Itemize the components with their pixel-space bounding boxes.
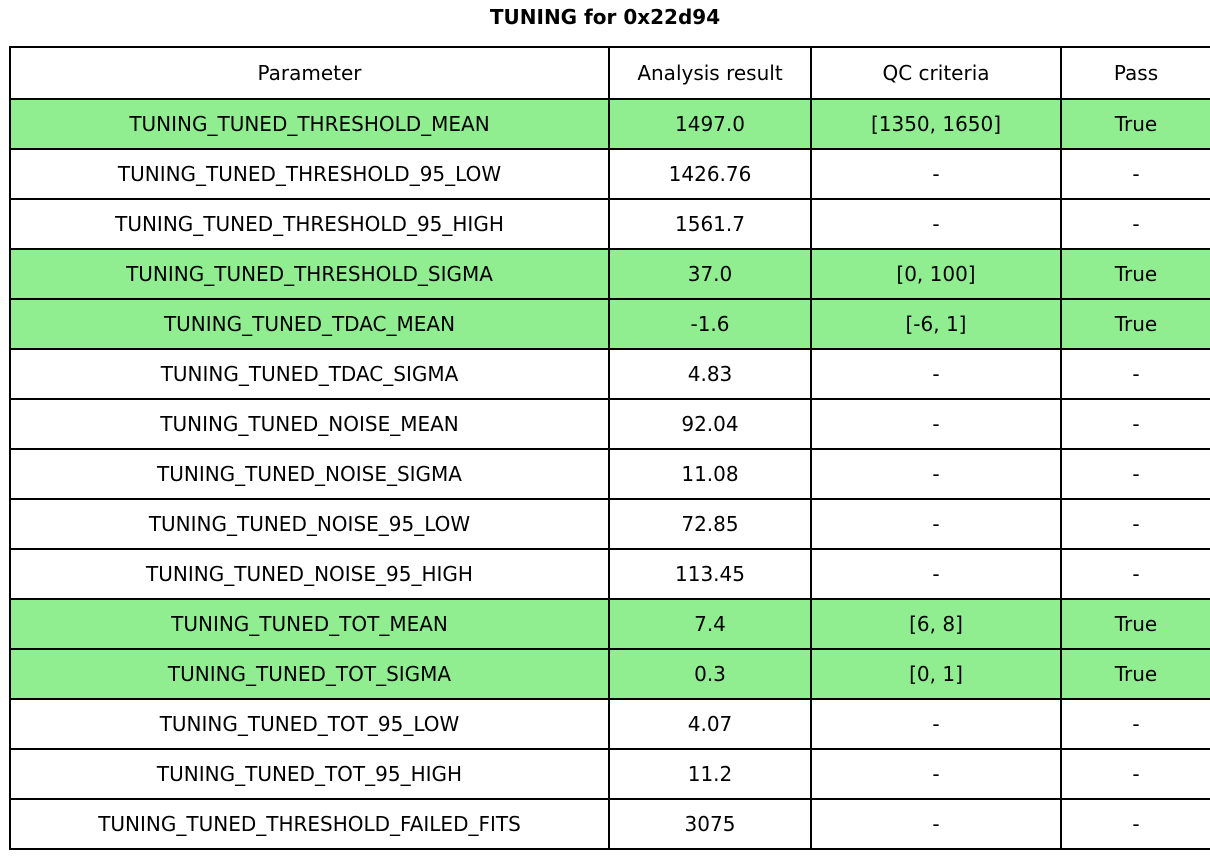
figure-title: TUNING for 0x22d94 — [489, 5, 721, 29]
tuning-qc-table — [9, 46, 1210, 850]
qc-criteria-cell: - — [811, 349, 1061, 399]
pass-cell: - — [1061, 199, 1210, 249]
table-row — [10, 149, 1210, 199]
table-row — [10, 199, 1210, 249]
qc-criteria-cell: [1350, 1650] — [811, 99, 1061, 149]
parameter-cell: TUNING_TUNED_THRESHOLD_95_LOW — [10, 149, 609, 199]
analysis-result-cell: 72.85 — [609, 499, 811, 549]
pass-cell: - — [1061, 499, 1210, 549]
pass-cell: - — [1061, 349, 1210, 399]
qc-criteria-cell: [0, 100] — [811, 249, 1061, 299]
parameter-cell: TUNING_TUNED_NOISE_95_HIGH — [10, 549, 609, 599]
qc-criteria-cell: [-6, 1] — [811, 299, 1061, 349]
parameter-cell: TUNING_TUNED_TOT_SIGMA — [10, 649, 609, 699]
parameter-cell: TUNING_TUNED_NOISE_MEAN — [10, 399, 609, 449]
table-row — [10, 99, 1210, 149]
qc-criteria-cell: - — [811, 499, 1061, 549]
table-row — [10, 399, 1210, 449]
analysis-result-cell: 7.4 — [609, 599, 811, 649]
table-row — [10, 799, 1210, 849]
parameter-cell: TUNING_TUNED_THRESHOLD_MEAN — [10, 99, 609, 149]
pass-cell: True — [1061, 99, 1210, 149]
analysis-result-cell: 11.2 — [609, 749, 811, 799]
analysis-result-cell: 3075 — [609, 799, 811, 849]
qc-criteria-cell: - — [811, 799, 1061, 849]
parameter-cell: TUNING_TUNED_THRESHOLD_95_HIGH — [10, 199, 609, 249]
table-row — [10, 599, 1210, 649]
parameter-cell: TUNING_TUNED_TOT_MEAN — [10, 599, 609, 649]
table-row — [10, 249, 1210, 299]
analysis-result-cell: 113.45 — [609, 549, 811, 599]
qc-criteria-cell: - — [811, 699, 1061, 749]
parameter-cell: TUNING_TUNED_THRESHOLD_SIGMA — [10, 249, 609, 299]
table-row — [10, 699, 1210, 749]
pass-cell: - — [1061, 549, 1210, 599]
pass-cell: - — [1061, 799, 1210, 849]
qc-criteria-cell: - — [811, 149, 1061, 199]
header-row — [10, 47, 1210, 99]
analysis-result-cell: 1561.7 — [609, 199, 811, 249]
parameter-cell: TUNING_TUNED_TOT_95_LOW — [10, 699, 609, 749]
parameter-cell: TUNING_TUNED_NOISE_SIGMA — [10, 449, 609, 499]
pass-cell: - — [1061, 449, 1210, 499]
table-row — [10, 299, 1210, 349]
analysis-result-cell: 0.3 — [609, 649, 811, 699]
analysis-result-cell: 4.83 — [609, 349, 811, 399]
qc-criteria-cell: - — [811, 549, 1061, 599]
qc-criteria-cell: - — [811, 749, 1061, 799]
analysis-result-cell: 1497.0 — [609, 99, 811, 149]
analysis-result-cell: 11.08 — [609, 449, 811, 499]
analysis-result-cell: 92.04 — [609, 399, 811, 449]
table-row — [10, 499, 1210, 549]
analysis-result-cell: -1.6 — [609, 299, 811, 349]
column-header-parameter: Parameter — [10, 47, 609, 99]
qc-criteria-cell: - — [811, 199, 1061, 249]
table-row — [10, 349, 1210, 399]
pass-cell: - — [1061, 749, 1210, 799]
pass-cell: - — [1061, 149, 1210, 199]
pass-cell: True — [1061, 299, 1210, 349]
column-header-qc-criteria: QC criteria — [811, 47, 1061, 99]
table-row — [10, 549, 1210, 599]
column-header-analysis-result: Analysis result — [609, 47, 811, 99]
table-row — [10, 449, 1210, 499]
analysis-result-cell: 1426.76 — [609, 149, 811, 199]
parameter-cell: TUNING_TUNED_THRESHOLD_FAILED_FITS — [10, 799, 609, 849]
parameter-cell: TUNING_TUNED_NOISE_95_LOW — [10, 499, 609, 549]
parameter-cell: TUNING_TUNED_TDAC_MEAN — [10, 299, 609, 349]
analysis-result-cell: 4.07 — [609, 699, 811, 749]
qc-criteria-cell: [0, 1] — [811, 649, 1061, 699]
pass-cell: - — [1061, 699, 1210, 749]
qc-criteria-cell: - — [811, 399, 1061, 449]
pass-cell: True — [1061, 249, 1210, 299]
table-body — [10, 99, 1210, 849]
table-row — [10, 649, 1210, 699]
pass-cell: True — [1061, 599, 1210, 649]
qc-criteria-cell: [6, 8] — [811, 599, 1061, 649]
pass-cell: - — [1061, 399, 1210, 449]
parameter-cell: TUNING_TUNED_TOT_95_HIGH — [10, 749, 609, 799]
analysis-result-cell: 37.0 — [609, 249, 811, 299]
qc-criteria-cell: - — [811, 449, 1061, 499]
pass-cell: True — [1061, 649, 1210, 699]
parameter-cell: TUNING_TUNED_TDAC_SIGMA — [10, 349, 609, 399]
table-row — [10, 749, 1210, 799]
column-header-pass: Pass — [1061, 47, 1210, 99]
